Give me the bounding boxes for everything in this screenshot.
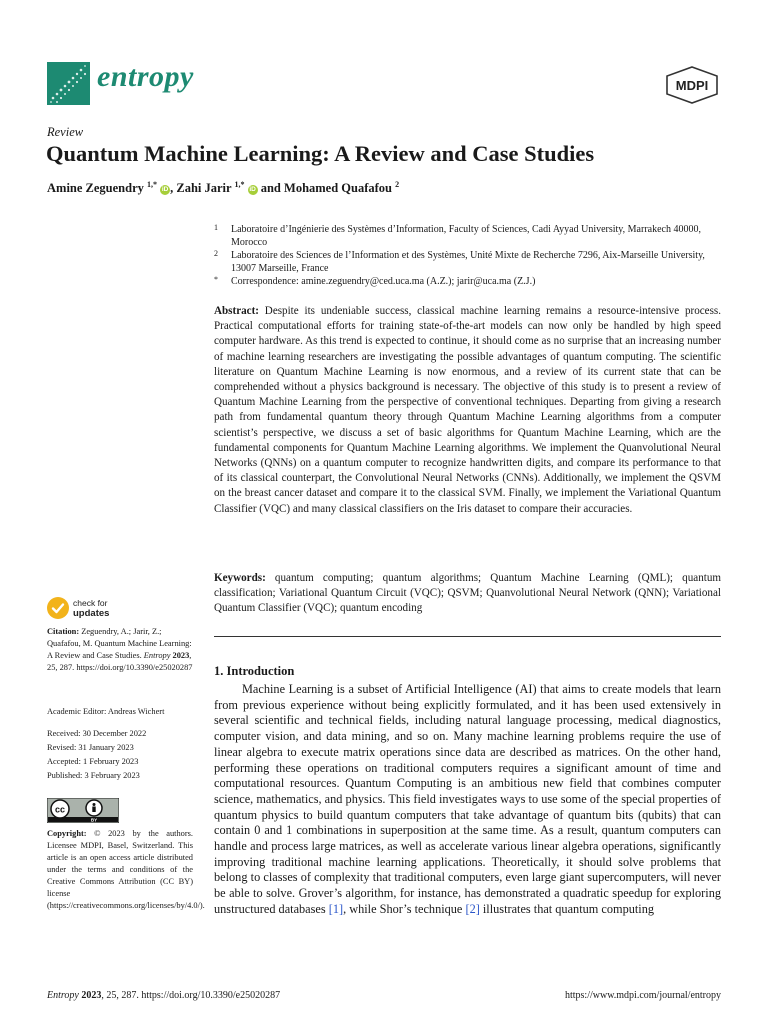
author-name[interactable]: Amine Zeguendry (47, 181, 144, 196)
check-for-updates-badge[interactable] (47, 597, 167, 622)
affiliation-number: 1 (214, 223, 218, 232)
affiliation (214, 249, 720, 275)
journal-name: entropy (97, 60, 194, 93)
copyright-notice (47, 828, 205, 912)
abstract (214, 304, 721, 517)
author-name[interactable]: Zahi Jarir (176, 181, 232, 196)
intro-text-part: illustrates that quantum computing (479, 901, 654, 916)
citation-journal: Entropy (143, 651, 171, 660)
affiliation-number: 2 (214, 249, 218, 258)
introduction-text (214, 682, 721, 918)
keywords (214, 571, 721, 617)
citation-label: Citation: (47, 627, 80, 636)
mdpi-logo-icon[interactable] (664, 66, 720, 104)
academic-editor: Academic Editor: Andreas Wichert (47, 707, 165, 716)
footer-journal-url[interactable]: https://www.mdpi.com/journal/entropy (564, 990, 721, 1001)
author-affiliation-mark: 1,* (234, 180, 245, 189)
section-heading: 1. Introduction (214, 664, 295, 678)
citation-doi[interactable]: , 25, 287. https://doi.org/10.3390/e25020287 (47, 651, 193, 672)
footer-doi[interactable]: , 25, 287. https://doi.org/10.3390/e25020287 (101, 990, 281, 1001)
affiliation-number: * (214, 275, 218, 284)
cc-label: cc (54, 804, 66, 815)
reference-link[interactable]: [2] (465, 901, 480, 916)
abstract-text: Despite its undeniable success, classical machine learning remains a resource-intensive process. Practical computational efforts for training state-of-the-art models can now only be handled by high speed computer hardware. As this trend is expected to continue, it should come as no surprise that an increasing number of machine learning researchers are investigating the possible advantages of quantum computing. The scientific literature on Quantum Machine Learning is now enormous, and a review of its current state that can be comprehended without a physics background is necessary. The objective of this study is to present a review of Quantum Machine Learning from the perspective of conventional techniques. Departing from giving a research path from fundamental quantum theory through Quantum Machine Learning algorithms from a computer scientist’s perspective, we discuss a set of basic algorithms for Quantum Machine Learning, which are the fundamental components for Quantum Machine Learning algorithms. We implement the Quanvolutional Neural Networks (QNNs) on a quantum computer to recognize handwritten digits, and compare its performance to that of its classical counterpart, the Convolutional Neural Networks (CNNs). Additionally, we implement the QSVM on the breast cancer dataset and compare it to the classical SVM. Finally, we implement the Variational Quantum Classifier (VQC) and many classical classifiers on the Iris dataset to compare their accuracies. (214, 305, 721, 515)
orcid-icon[interactable]: iD (161, 186, 169, 194)
author-list (47, 180, 399, 196)
affiliation-text: Laboratoire d’Ingénierie des Systèmes d’Information, Faculty of Sciences, Cadi Ayyad University, Marrakech 40000, Morocco (231, 224, 701, 248)
correspondence (214, 275, 720, 288)
footer-citation (47, 990, 280, 1001)
footer-journal: Entropy (47, 990, 79, 1001)
citation-block (47, 626, 193, 674)
article-type: Review (47, 125, 84, 139)
author-separator: and (257, 181, 285, 196)
author-separator: , (170, 181, 177, 196)
citation-year: 2023 (172, 651, 190, 660)
updates-line1: check for (73, 598, 108, 608)
author-affiliation-mark: 1,* (147, 180, 157, 189)
copyright-label: Copyright: (47, 829, 87, 838)
cc-by-license-icon[interactable] (47, 798, 119, 823)
keywords-text: quantum computing; quantum algorithms; Quantum Machine Learning (QML); quantum classification; Variational Quantum Circuit (VQC); QSVM; Quanvolutional Neural Network (QNN); Variational Quantum Classifier (VQC); quantum encoding (214, 572, 721, 615)
intro-text-part: , while Shor’s technique (343, 901, 466, 916)
abstract-label: Abstract: (214, 305, 259, 317)
received-date: Received: 30 December 2022 (47, 729, 147, 738)
copyright-text: © 2023 by the authors. Licensee MDPI, Basel, Switzerland. This article is an open access article distributed under the terms and conditions of the Creative Commons Attribution (CC BY) license (https://creativecommons.org/licenses/by/4.0/). (47, 829, 205, 910)
intro-text-part: Machine Learning is a subset of Artificial Intelligence (AI) that aims to create models that learn from previous experience without being explicitly formulated, and it has been used extensively in several scientific and technical fields, including natural language processing, medical diagnostics, computer vision, and data mining, and so on. Many machine learning problems require the use of linear algebra to execute matrix operations since data are described as matrices. On the other hand, performing these operations on traditional computers requires a significant amount of time and computational resources. Quantum Computing is an ambitious new field that combines computer science, mathematics, and physics. This field investigates ways to use some of the special properties of quantum physics to build quantum computers that take advantage of quantum bits (qubits) that can contain 0 and 1 combinations in superposition at the same time. As a result, quantum computers can handle and process large matrices, as well as accelerate various linear algebra operations, significantly improving traditional machine learning applications. Theoretically, it should solve problems that belong to classes of complexity that traditional computers, even large giant supercomputers, will never be able to solve. Grover’s algorithm, for instance, has demonstrated a quadratic speedup for exploring unstructured databases (214, 682, 721, 916)
author-name[interactable]: Mohamed Quafafou (284, 181, 393, 196)
reference-link[interactable]: [1] (328, 901, 344, 916)
updates-line2: updates (73, 608, 110, 619)
journal-logo-icon (47, 62, 90, 105)
affiliation (214, 223, 720, 249)
orcid-icon[interactable]: iD (249, 186, 256, 194)
by-label: BY (90, 817, 98, 823)
section-divider (214, 636, 721, 637)
correspondence-text[interactable]: Correspondence: amine.zeguendry@ced.uca.ma (A.Z.); jarir@uca.ma (Z.J.) (231, 276, 536, 287)
page-title: Quantum Machine Learning: A Review and Case Studies (46, 141, 595, 166)
revised-date: Revised: 31 January 2023 (47, 743, 134, 752)
published-date: Published: 3 February 2023 (47, 771, 140, 780)
accepted-date: Accepted: 1 February 2023 (47, 757, 139, 766)
check-updates-icon (47, 597, 69, 619)
author-affiliation-mark: 2 (395, 180, 400, 189)
mdpi-logo-text: MDPI (675, 78, 709, 93)
footer-year: 2023 (81, 990, 102, 1001)
affiliation-text: Laboratoire des Sciences de l’Information et des Systèmes, Unité Mixte de Recherche 7296, Aix-Marseille University, 13007 Marseille, France (231, 250, 705, 274)
citation-text: Zeguendry, A.; Jarir, Z.; Quafafou, M. Quantum Machine Learning: A Review and Case Studies. (47, 627, 192, 660)
keywords-label: Keywords: (214, 572, 266, 584)
